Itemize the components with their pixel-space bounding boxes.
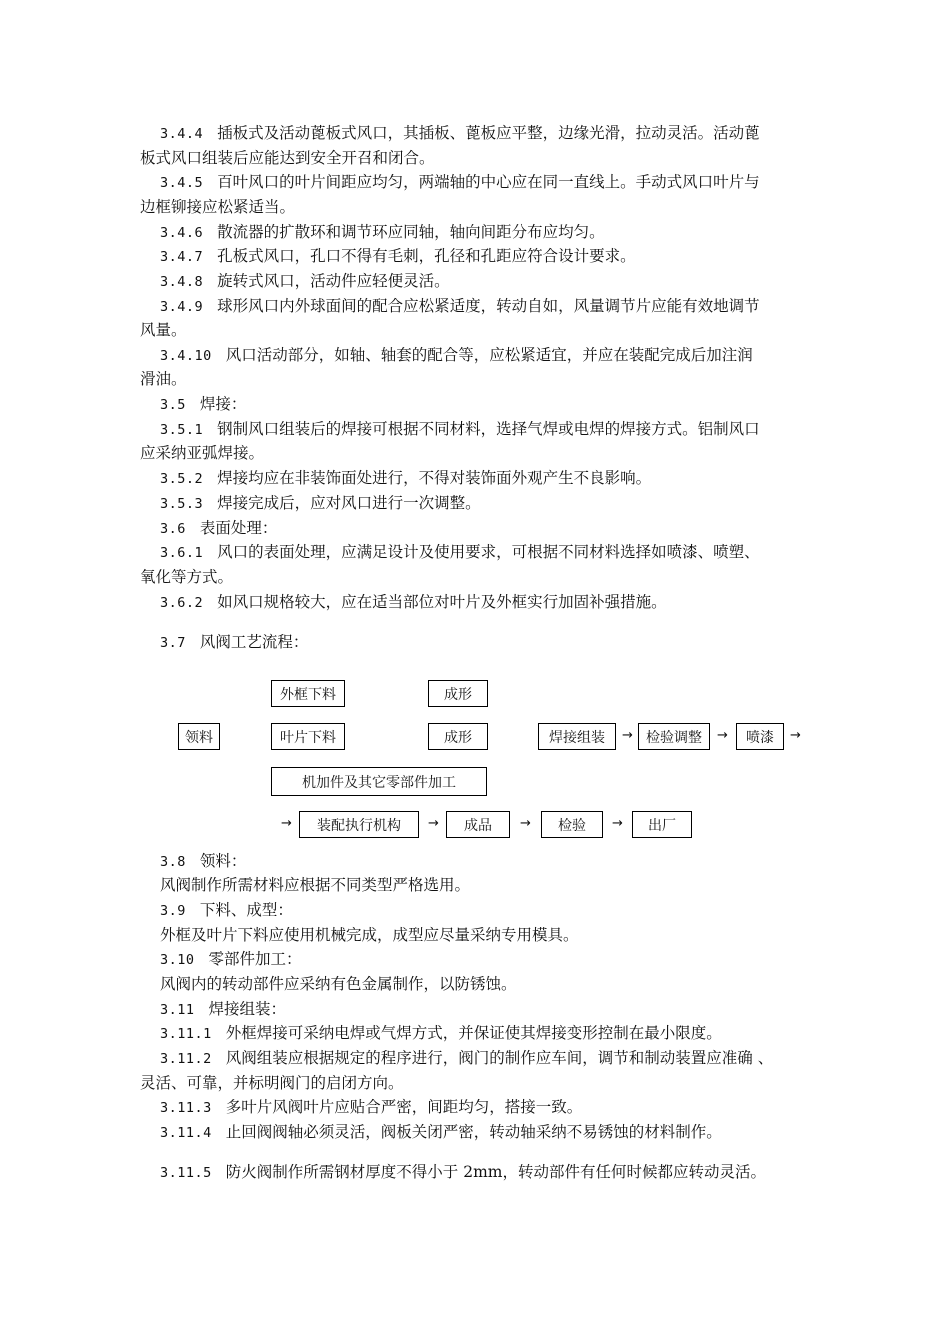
section-number: 3.5.3	[160, 496, 204, 512]
paragraph-text: 零部件加工：	[208, 950, 302, 968]
flow-box-inspection: 检验	[541, 811, 603, 838]
section-number: 3.4.4	[160, 126, 204, 142]
paragraph-line	[160, 246, 636, 267]
section-number: 3.4.10	[160, 348, 212, 364]
paragraph-line	[160, 999, 286, 1020]
paragraph-line	[160, 123, 760, 144]
paragraph-text: 边框铆接应松紧适当。	[140, 198, 296, 216]
paragraph-line	[140, 567, 233, 587]
paragraph-text: 风阀内的转动部件应采纳有色金属制作，以防锈蚀。	[160, 975, 517, 993]
flow-box-frame-cutting: 外框下料	[271, 680, 345, 707]
flow-arrow: →	[717, 728, 728, 743]
paragraph-line	[140, 320, 187, 340]
flow-arrow: →	[612, 816, 623, 831]
paragraph-line	[140, 1073, 404, 1093]
flow-box-finished-product: 成品	[446, 811, 510, 838]
paragraph-text: 止回阀阀轴必须灵活，阀板关闭严密，转动轴采纳不易锈蚀的材料制作。	[225, 1123, 722, 1141]
section-number: 3.5	[160, 397, 186, 413]
paragraph-text: 风阀工艺流程：	[199, 633, 309, 651]
paragraph-text: 孔板式风口，孔口不得有毛刺，孔径和孔距应符合设计要求。	[217, 247, 636, 265]
flow-arrow: →	[428, 816, 439, 831]
section-number: 3.4.7	[160, 249, 204, 265]
paragraph-text: 表面处理：	[199, 519, 278, 537]
section-number: 3.4.8	[160, 274, 204, 290]
section-number: 3.11.5	[160, 1165, 212, 1181]
flow-arrow: →	[622, 728, 633, 743]
paragraph-text: 防火阀制作所需钢材厚度不得小于 2mm，转动部件有任何时候都应转动灵活。	[225, 1163, 766, 1181]
paragraph-line	[160, 875, 470, 895]
paragraph-text: 焊接组装：	[208, 1000, 287, 1018]
paragraph-text: 球形风口内外球面间的配合应松紧适度，转动自如，风量调节片应能有效地调节	[217, 297, 760, 315]
paragraph-text: 钢制风口组装后的焊接可根据不同材料，选择气焊或电焊的焊接方式。铝制风口	[217, 420, 760, 438]
section-number: 3.6.1	[160, 545, 204, 561]
paragraph-line	[160, 172, 760, 193]
paragraph-line	[160, 394, 246, 415]
paragraph-line	[160, 974, 517, 994]
paragraph-text: 插板式及活动蓖板式风口，其插板、蓖板应平整，边缘光滑，拉动灵活。活动蓖	[217, 124, 760, 142]
paragraph-text: 滑油。	[140, 370, 187, 388]
section-number: 3.8	[160, 854, 186, 870]
section-number: 3.11.3	[160, 1100, 212, 1116]
section-number: 3.6	[160, 521, 186, 537]
section-number: 3.4.6	[160, 225, 204, 241]
paragraph-text: 如风口规格较大，应在适当部位对叶片及外框实行加固补强措施。	[217, 593, 667, 611]
paragraph-text: 风口活动部分，如轴、轴套的配合等，应松紧适宜，并应在装配完成后加注润	[225, 346, 753, 364]
paragraph-text: 散流器的扩散环和调节环应同轴，轴向间距分布应均匀。	[217, 223, 605, 241]
paragraph-text: 旋转式风口，活动件应轻便灵活。	[217, 272, 450, 290]
paragraph-line	[160, 949, 302, 970]
paragraph-text: 焊接：	[199, 395, 247, 413]
paragraph-line	[160, 1023, 722, 1044]
paragraph-line	[140, 148, 435, 168]
paragraph-text: 应采纳亚弧焊接。	[140, 444, 265, 462]
flow-arrow: →	[520, 816, 531, 831]
section-number: 3.5.1	[160, 422, 204, 438]
paragraph-text: 多叶片风阀叶片应贴合严密，间距均匀，搭接一致。	[225, 1098, 583, 1116]
paragraph-text: 风阀制作所需材料应根据不同类型严格选用。	[160, 876, 471, 894]
paragraph-line	[160, 592, 667, 613]
paragraph-text: 板式风口组装后应能达到安全开召和闭合。	[140, 149, 435, 167]
paragraph-text: 灵活、可靠，并标明阀门的启闭方向。	[140, 1074, 404, 1092]
paragraph-line	[160, 632, 308, 653]
section-number: 3.11	[160, 1002, 195, 1018]
paragraph-line	[140, 443, 264, 463]
flow-arrow: →	[790, 728, 801, 743]
paragraph-text: 风量。	[140, 321, 187, 339]
section-number: 3.10	[160, 952, 195, 968]
section-number: 3.11.2	[160, 1051, 212, 1067]
section-number: 3.11.1	[160, 1026, 212, 1042]
paragraph-text: 下料、成型：	[199, 901, 293, 919]
paragraph-line	[160, 1162, 766, 1183]
section-number: 3.9	[160, 903, 186, 919]
paragraph-line	[160, 345, 753, 366]
flow-box-inspection-adjustment: 检验调整	[638, 723, 710, 750]
paragraph-text: 风阀组装应根据规定的程序进行，阀门的制作应车间，调节和制动装置应准确 、	[225, 1049, 774, 1067]
paragraph-text: 外框焊接可采纳电焊或气焊方式，并保证使其焊接变形控制在最小限度。	[225, 1024, 722, 1042]
paragraph-line	[160, 1122, 722, 1143]
paragraph-line	[160, 518, 277, 539]
section-number: 3.5.2	[160, 471, 204, 487]
paragraph-line	[160, 542, 760, 563]
section-number: 3.7	[160, 635, 186, 651]
flow-box-actuator-assembly: 装配执行机构	[299, 811, 419, 838]
paragraph-line	[140, 369, 187, 389]
section-number: 3.6.2	[160, 595, 204, 611]
section-number: 3.11.4	[160, 1125, 212, 1141]
paragraph-line	[160, 468, 651, 489]
paragraph-line	[160, 222, 605, 243]
flow-box-machined-parts: 机加件及其它零部件加工	[271, 767, 487, 796]
paragraph-text: 焊接均应在非装饰面处进行，不得对装饰面外观产生不良影响。	[217, 469, 652, 487]
paragraph-line	[160, 900, 293, 921]
paragraph-line	[160, 851, 246, 872]
flow-box-welding-assembly: 焊接组装	[538, 723, 616, 750]
section-number: 3.4.5	[160, 175, 204, 191]
paragraph-line	[160, 925, 579, 945]
paragraph-text: 风口的表面处理，应满足设计及使用要求，可根据不同材料选择如喷漆、喷塑、	[217, 543, 760, 561]
section-number: 3.4.9	[160, 299, 204, 315]
paragraph-text: 领料：	[199, 852, 247, 870]
flow-box-spray-paint: 喷漆	[736, 723, 784, 750]
flow-box-shipment: 出厂	[632, 811, 692, 838]
paragraph-line	[140, 197, 295, 217]
paragraph-text: 百叶风口的叶片间距应均匀，两端轴的中心应在同一直线上。手动式风口叶片与	[217, 173, 760, 191]
paragraph-text: 焊接完成后，应对风口进行一次调整。	[217, 494, 481, 512]
flow-box-material-pickup: 领料	[178, 723, 220, 750]
paragraph-line	[160, 296, 760, 317]
flow-box-forming-1: 成形	[428, 680, 488, 707]
paragraph-text: 外框及叶片下料应使用机械完成，成型应尽量采纳专用模具。	[160, 926, 579, 944]
paragraph-line	[160, 419, 760, 440]
paragraph-line	[160, 1048, 773, 1069]
paragraph-line	[160, 271, 450, 292]
flow-box-blade-cutting: 叶片下料	[271, 723, 345, 750]
flow-box-forming-2: 成形	[428, 723, 488, 750]
paragraph-line	[160, 493, 481, 514]
paragraph-text: 氧化等方式。	[140, 568, 234, 586]
paragraph-line	[160, 1097, 582, 1118]
flow-arrow: →	[281, 816, 292, 831]
